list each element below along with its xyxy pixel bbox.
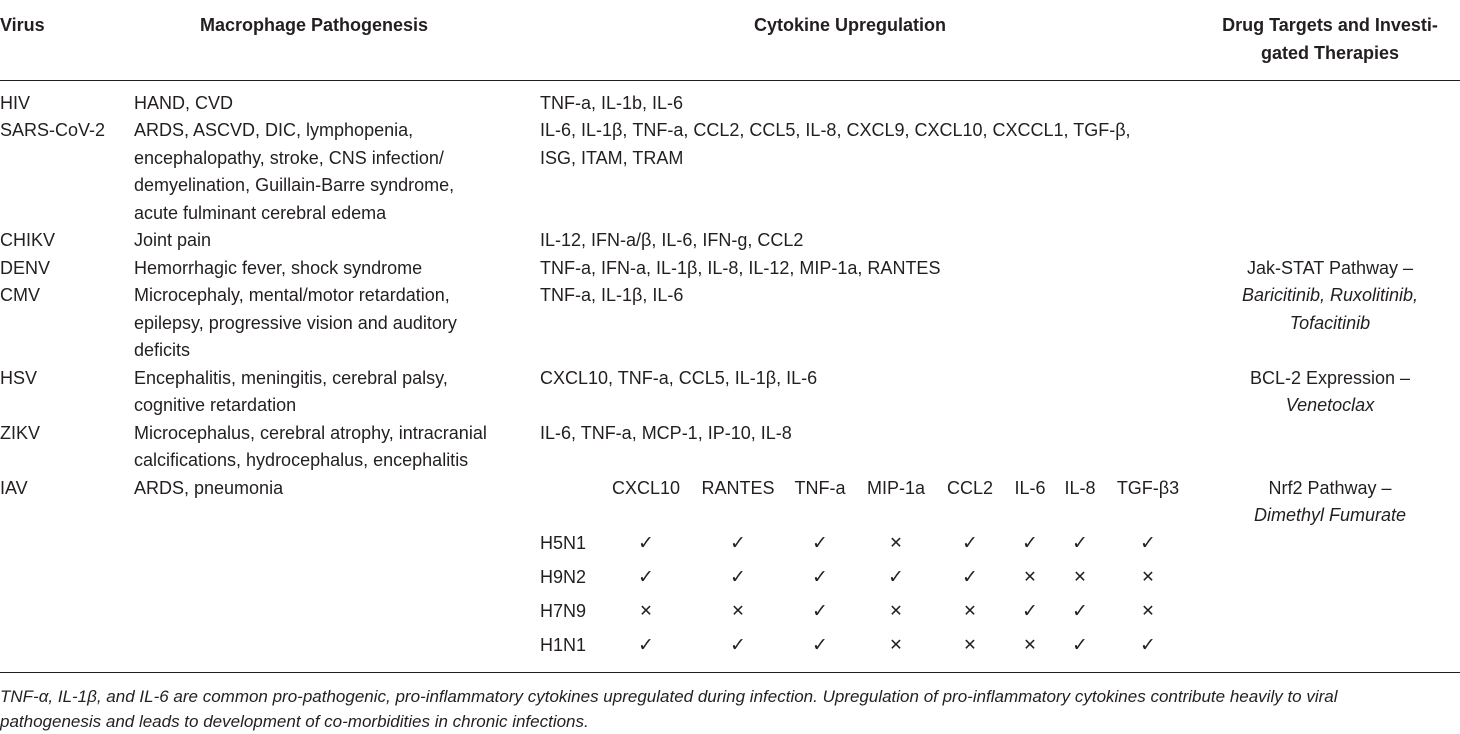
pathogenesis-cell: calcifications, hydrocephalus, encephalitis [134,450,469,470]
check-icon: ✓ [730,567,746,588]
iav-column-header: TGF-β3 [1116,478,1180,498]
cross-icon: ✕ [1023,637,1037,654]
footnote-line: TNF-α, IL-1β, and IL-6 are common pro-pathogenic, pro-inflammatory cytokines upregulated during infection. Upregulation of pro-inflammatory cytokines contribute heavily to viral [0,687,1338,706]
pathogenesis-cell: acute fulminant cerebral edema [134,203,387,223]
pathogenesis-cell: ARDS, pneumonia [134,478,284,498]
drug-target: Nrf2 Pathway – [1268,478,1392,498]
header-pathogenesis: Macrophage Pathogenesis [200,15,429,35]
cytokine-cell: CXCL10, TNF-a, CCL5, IL-1β, IL-6 [540,368,818,388]
drug-therapy: Tofacitinib [1289,313,1371,333]
check-icon: ✓ [1072,601,1088,622]
check-icon: ✓ [1022,601,1038,622]
virus-cell: CMV [0,285,40,305]
drug-target: Jak-STAT Pathway – [1246,258,1414,278]
virus-cell: ZIKV [0,423,41,443]
pathogenesis-cell: cognitive retardation [134,395,297,415]
check-icon: ✓ [638,635,654,656]
virus-cell: HIV [0,93,31,113]
cytokine-cell: TNF-a, IL-1β, IL-6 [540,285,684,305]
virus-cell: CHIKV [0,230,56,250]
pathogenesis-cell: encephalopathy, stroke, CNS infection/ [134,148,444,168]
iav-column-header: MIP-1a [866,478,926,498]
check-icon: ✓ [962,567,978,588]
iav-column-header: IL-6 [1014,478,1046,498]
cross-icon: ✕ [889,535,903,552]
iav-column-header: RANTES [701,478,775,498]
footnote [0,684,1460,734]
virus-cell: SARS-CoV-2 [0,120,106,140]
check-icon: ✓ [812,601,828,622]
check-icon: ✓ [730,533,746,554]
check-icon: ✓ [730,635,746,656]
check-icon: ✓ [1140,533,1156,554]
check-icon: ✓ [812,533,828,554]
iav-column-header: TNF-a [794,478,846,498]
check-icon: ✓ [1072,533,1088,554]
cross-icon: ✕ [731,603,745,620]
cross-icon: ✕ [639,603,653,620]
cytokine-cell: IL-6, TNF-a, MCP-1, IP-10, IL-8 [540,423,792,443]
pathogenesis-cell: Microcephalus, cerebral atrophy, intracranial [134,423,487,443]
cross-icon: ✕ [1023,569,1037,586]
cytokine-cell: TNF-a, IL-1b, IL-6 [540,93,684,113]
pathogenesis-cell: epilepsy, progressive vision and auditory [134,313,457,333]
iav-column-header: CXCL10 [611,478,681,498]
header-rule [0,80,1460,81]
cross-icon: ✕ [963,637,977,654]
check-icon: ✓ [638,567,654,588]
check-icon: ✓ [1140,635,1156,656]
check-icon: ✓ [638,533,654,554]
cross-icon: ✕ [1141,603,1155,620]
header-drug-line1: Drug Targets and Investi- [1222,15,1438,35]
iav-column-header: CCL2 [946,478,994,498]
drug-therapy: Dimethyl Fumurate [1253,505,1407,525]
check-icon: ✓ [1022,533,1038,554]
virus-cell: IAV [0,478,28,498]
header-drug-line2: gated Therapies [1260,43,1400,63]
pathogenesis-cell: Joint pain [134,230,212,250]
check-icon: ✓ [888,567,904,588]
pathogenesis-cell: demyelination, Guillain-Barre syndrome, [134,175,455,195]
header-cytokine: Cytokine Upregulation [754,15,947,35]
pathogenesis-cell: Microcephaly, mental/motor retardation, [134,285,450,305]
check-icon: ✓ [812,567,828,588]
pathogenesis-cell: ARDS, ASCVD, DIC, lymphopenia, [134,120,414,140]
bottom-rule [0,672,1460,673]
check-icon: ✓ [812,635,828,656]
cross-icon: ✕ [1141,569,1155,586]
pathogenesis-cell: Hemorrhagic fever, shock syndrome [134,258,423,278]
header-virus: Virus [0,15,45,35]
cytokine-cell: ISG, ITAM, TRAM [540,148,684,168]
cytokine-cell: IL-12, IFN-a/β, IL-6, IFN-g, CCL2 [540,230,804,250]
iav-strain-label: H9N2 [540,567,587,587]
footnote-line: pathogenesis and leads to development of co-morbidities in chronic infections. [0,712,589,731]
pathogenesis-cell: HAND, CVD [134,93,234,113]
iav-strain-label: H1N1 [540,635,587,655]
virus-cell: HSV [0,368,38,388]
check-icon: ✓ [962,533,978,554]
cytokine-cell: TNF-a, IFN-a, IL-1β, IL-8, IL-12, MIP-1a, RANTES [540,258,941,278]
drug-target: BCL-2 Expression – [1249,368,1411,388]
iav-strain-label: H7N9 [540,601,587,621]
iav-column-header: IL-8 [1064,478,1096,498]
check-icon: ✓ [1072,635,1088,656]
cross-icon: ✕ [889,637,903,654]
drug-therapy: Baricitinib, Ruxolitinib, [1241,285,1419,305]
iav-strain-label: H5N1 [540,533,587,553]
cross-icon: ✕ [1073,569,1087,586]
pathogenesis-cell: deficits [134,340,191,360]
cross-icon: ✕ [963,603,977,620]
cross-icon: ✕ [889,603,903,620]
drug-therapy: Venetoclax [1285,395,1375,415]
virus-cell: DENV [0,258,51,278]
pathogenesis-cell: Encephalitis, meningitis, cerebral palsy, [134,368,448,388]
cytokine-cell: IL-6, IL-1β, TNF-a, CCL2, CCL5, IL-8, CXCL9, CXCL10, CXCCL1, TGF-β, [540,120,1131,140]
